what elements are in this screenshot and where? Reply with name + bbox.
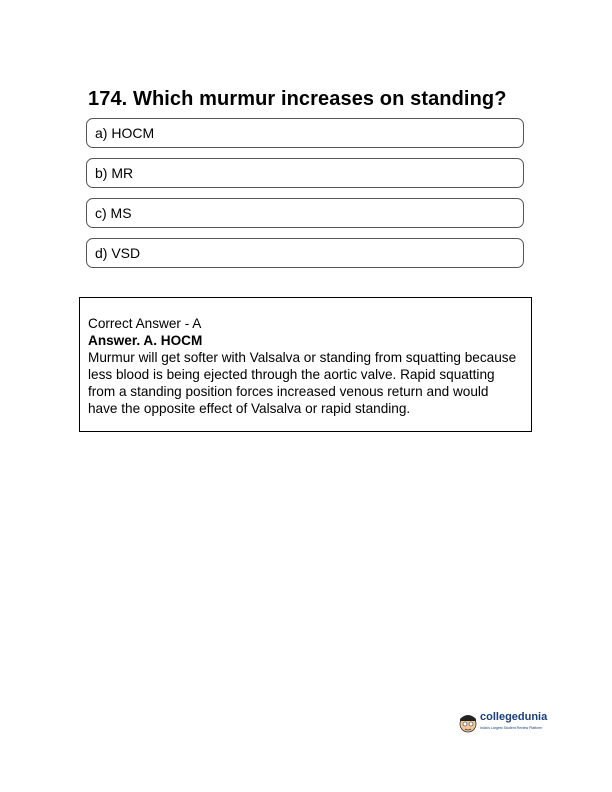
correct-answer-line: Correct Answer - A (88, 316, 202, 331)
option-d[interactable]: d) VSD (86, 238, 524, 268)
collegedunia-logo (458, 708, 568, 738)
option-a[interactable]: a) HOCM (86, 118, 524, 148)
option-b[interactable]: b) MR (86, 158, 524, 188)
logo-tagline: India's Largest Student Review Platform (480, 726, 543, 730)
option-c[interactable]: c) MS (86, 198, 524, 228)
answer-heading: Answer. A. HOCM (88, 333, 203, 348)
question-title: 174. Which murmur increases on standing? (88, 88, 507, 110)
logo-name: collegedunia (480, 711, 548, 723)
answer-explanation: Murmur will get softer with Valsalva or standing from squatting because less blood is being ejected through the aortic valve. Rapid squatting from a standing position forces increased venous return and would have the opposite effect of Valsalva or rapid standing. (88, 350, 517, 416)
answer-box (79, 297, 532, 432)
mascot-icon (458, 710, 478, 734)
